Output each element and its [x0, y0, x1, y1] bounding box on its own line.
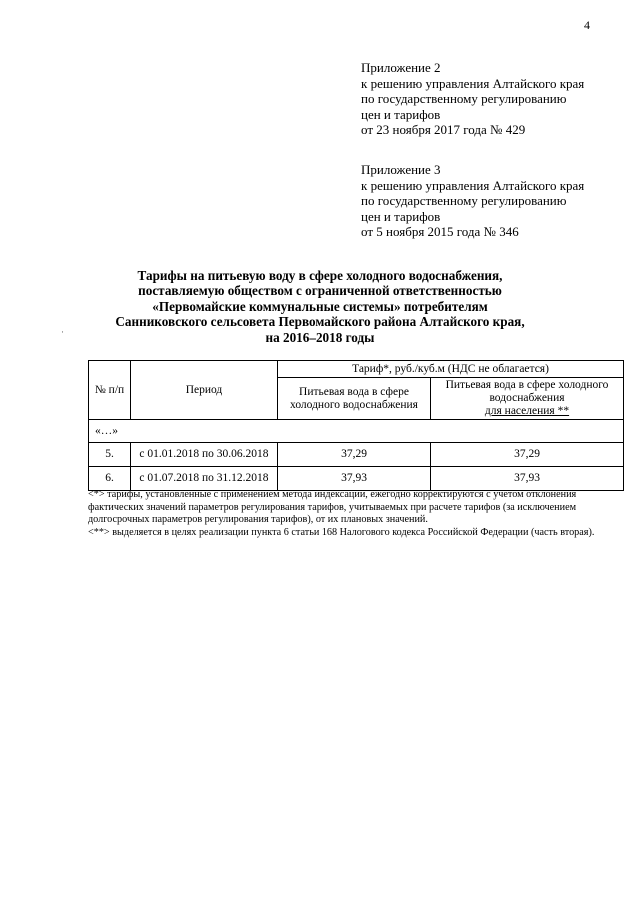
appendix-3-block	[361, 162, 621, 240]
header-drinking-water: Питьевая вода в сфере холодного водоснабжения	[278, 378, 431, 420]
footnote-2: <**> выделяется в целях реализации пункта 6 статьи 168 Налогового кодекса Российской Федерации (часть вторая).	[88, 526, 595, 538]
appendix-2-line: от 23 ноября 2017 года № 429	[361, 122, 526, 137]
page-number: 4	[584, 18, 590, 32]
appendix-2-line: цен и тарифов	[361, 106, 441, 122]
header-period: Период	[131, 361, 278, 420]
appendix-3-line: Приложение 3	[361, 162, 441, 177]
appendix-3-line: цен и тарифов	[361, 208, 441, 224]
table-row	[89, 443, 624, 467]
header-drinking-water-population	[431, 378, 624, 420]
appendix-2-line: к решению управления Алтайского края	[361, 75, 585, 91]
header-number: № п/п	[89, 361, 131, 420]
row-value-population: 37,29	[431, 443, 624, 467]
row-period: с 01.07.2018 по 31.12.2018	[131, 467, 278, 491]
footnote-1: <*> тарифы, установленные с применением метода индексации, ежегодно корректируются с учетом отклонения фактических значений параметров регулирования тарифов, учитываемых при расчете тарифов (за исключением долгосрочных параметров регулирования тарифов), от их плановых значений.	[88, 489, 577, 526]
table-row	[89, 467, 624, 491]
title-line: Тарифы на питьевую воду в сфере холодного водоснабжения,	[137, 268, 503, 283]
appendix-3-line: от 5 ноября 2015 года № 346	[361, 224, 519, 239]
row-value-drinking: 37,93	[278, 467, 431, 491]
appendix-2-line: Приложение 2	[361, 60, 441, 75]
title-line: Санниковского сельсовета Первомайского района Алтайского края,	[115, 314, 525, 330]
row-number: 5.	[89, 443, 131, 467]
footnotes	[88, 489, 623, 539]
row-value-population: 37,93	[431, 467, 624, 491]
row-value-drinking: 37,29	[278, 443, 431, 467]
appendix-3-line: по государственному регулированию	[361, 193, 567, 208]
scan-artifact-dot: ·	[61, 327, 64, 337]
header-col2-line1: Питьевая вода в сфере холодного водоснабжения	[445, 379, 609, 404]
appendix-2-block	[361, 60, 621, 138]
continuation-marker: «…»	[89, 420, 624, 443]
header-tariff: Тариф*, руб./куб.м (НДС не облагается)	[278, 361, 624, 378]
title-line: на 2016–2018 годы	[265, 329, 375, 345]
document-title	[90, 268, 550, 345]
header-col2-line2: для населения **	[484, 405, 570, 417]
title-line: поставляемую обществом с ограниченной ответственностью	[138, 283, 502, 299]
appendix-2-line: по государственному регулированию	[361, 91, 567, 106]
row-number: 6.	[89, 467, 131, 491]
row-period: с 01.01.2018 по 30.06.2018	[131, 443, 278, 467]
tariff-table	[88, 360, 624, 491]
title-line: «Первомайские коммунальные системы» потребителям	[152, 298, 488, 314]
appendix-3-line: к решению управления Алтайского края	[361, 177, 585, 193]
